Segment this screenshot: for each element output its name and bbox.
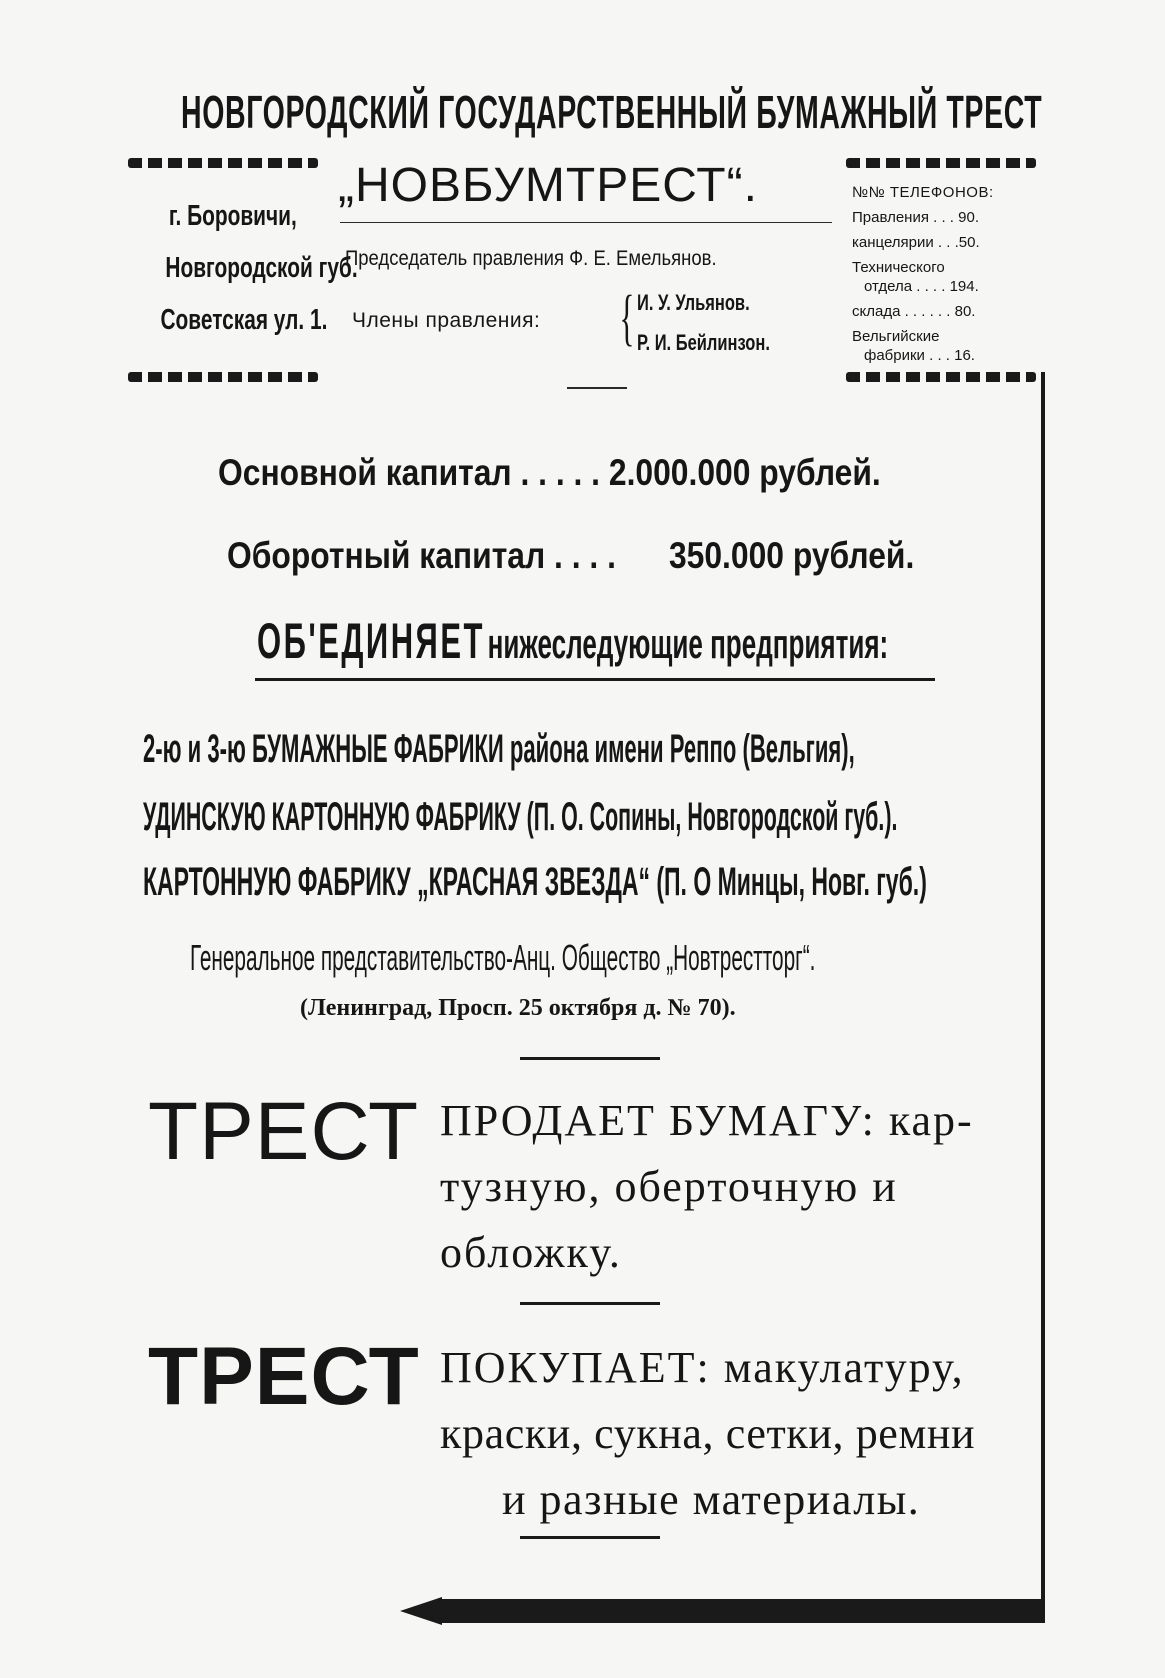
sells-text: ПРОДАЕТ БУМАГУ: кар- bbox=[440, 1096, 974, 1145]
brand-underline bbox=[340, 222, 832, 223]
ornament-top-left bbox=[128, 158, 318, 168]
enterprise-item: УДИНСКУЮ КАРТОННУЮ ФАБРИКУ (П. О. Сопины, Новгородской губ.). bbox=[143, 795, 898, 839]
board-chairman: Председатель правления Ф. Е. Емельянов. bbox=[345, 247, 717, 270]
sells-text: тузную, оберточную и bbox=[440, 1162, 898, 1211]
ornament-bottom-right bbox=[846, 372, 1036, 382]
brace-icon: { bbox=[619, 284, 635, 352]
right-border-line bbox=[1041, 372, 1045, 1614]
representation-address: (Ленинград, Просп. 25 октября д. № 70). bbox=[300, 995, 736, 1021]
enterprise-item: 2-ю и 3-ю БУМАЖНЫЕ ФАБРИКИ района имени Реппо (Вельгия), bbox=[143, 727, 855, 771]
address-line-3: Советская ул. 1. bbox=[160, 304, 328, 336]
phone-entry: отдела . . . . 194. bbox=[864, 278, 979, 295]
page-title: НОВГОРОДСКИЙ ГОСУДАРСТВЕННЫЙ БУМАЖНЫЙ ТРЕСТ bbox=[181, 86, 1043, 138]
enterprise-item: КАРТОННУЮ ФАБРИКУ „КРАСНАЯ ЗВЕЗДА“ (П. О Минцы, Новг. губ.) bbox=[143, 860, 927, 904]
phone-entry: Технического bbox=[852, 259, 945, 276]
trust-sells-label: ТРЕСТ bbox=[148, 1086, 420, 1177]
divider bbox=[520, 1536, 660, 1539]
phone-entry: фабрики . . . 16. bbox=[864, 347, 975, 364]
heading-underline bbox=[255, 678, 935, 681]
ornament-top-right bbox=[846, 158, 1036, 168]
phone-entry: Вельгийские bbox=[852, 328, 940, 345]
address-line-1: г. Боровичи, bbox=[169, 200, 297, 232]
pencil-bar bbox=[442, 1599, 1045, 1623]
phones-title: №№ ТЕЛЕФОНОВ: bbox=[852, 184, 994, 201]
trust-buys-label: ТРЕСТ bbox=[148, 1331, 420, 1422]
representation-line: Генеральное представительство-Анц. Общество „Новтрестторг“. bbox=[190, 937, 816, 978]
unites-heading: ОБ'ЕДИНЯЕТ нижеследующие предприятия: bbox=[257, 613, 889, 669]
divider bbox=[567, 387, 627, 389]
ornament-bottom-left bbox=[128, 372, 318, 382]
board-members-label: Члены правления: bbox=[352, 309, 541, 332]
buys-text: ПОКУПАЕТ: макулатуру, bbox=[440, 1343, 965, 1392]
brand-name: „НОВБУМТРЕСТ“. bbox=[338, 159, 758, 212]
phone-entry: Правления . . . 90. bbox=[852, 209, 979, 226]
sells-text: обложку. bbox=[440, 1228, 622, 1277]
phone-entry: склада . . . . . . 80. bbox=[852, 303, 976, 320]
capital-working: Оборотный капитал . . . . 350.000 рублей. bbox=[226, 535, 915, 576]
pencil-tip-icon bbox=[400, 1597, 442, 1625]
divider bbox=[520, 1057, 660, 1060]
buys-text: и разные материалы. bbox=[502, 1475, 921, 1524]
divider bbox=[520, 1302, 660, 1305]
capital-fixed: Основной капитал . . . . . 2.000.000 рублей. bbox=[218, 452, 881, 493]
phone-entry: канцелярии . . .50. bbox=[852, 234, 980, 251]
board-member: И. У. Ульянов. bbox=[637, 290, 750, 315]
buys-text: краски, сукна, сетки, ремни bbox=[440, 1409, 976, 1458]
address-line-2: Новгородской губ. bbox=[165, 252, 358, 284]
board-member: Р. И. Бейлинзон. bbox=[637, 330, 770, 355]
